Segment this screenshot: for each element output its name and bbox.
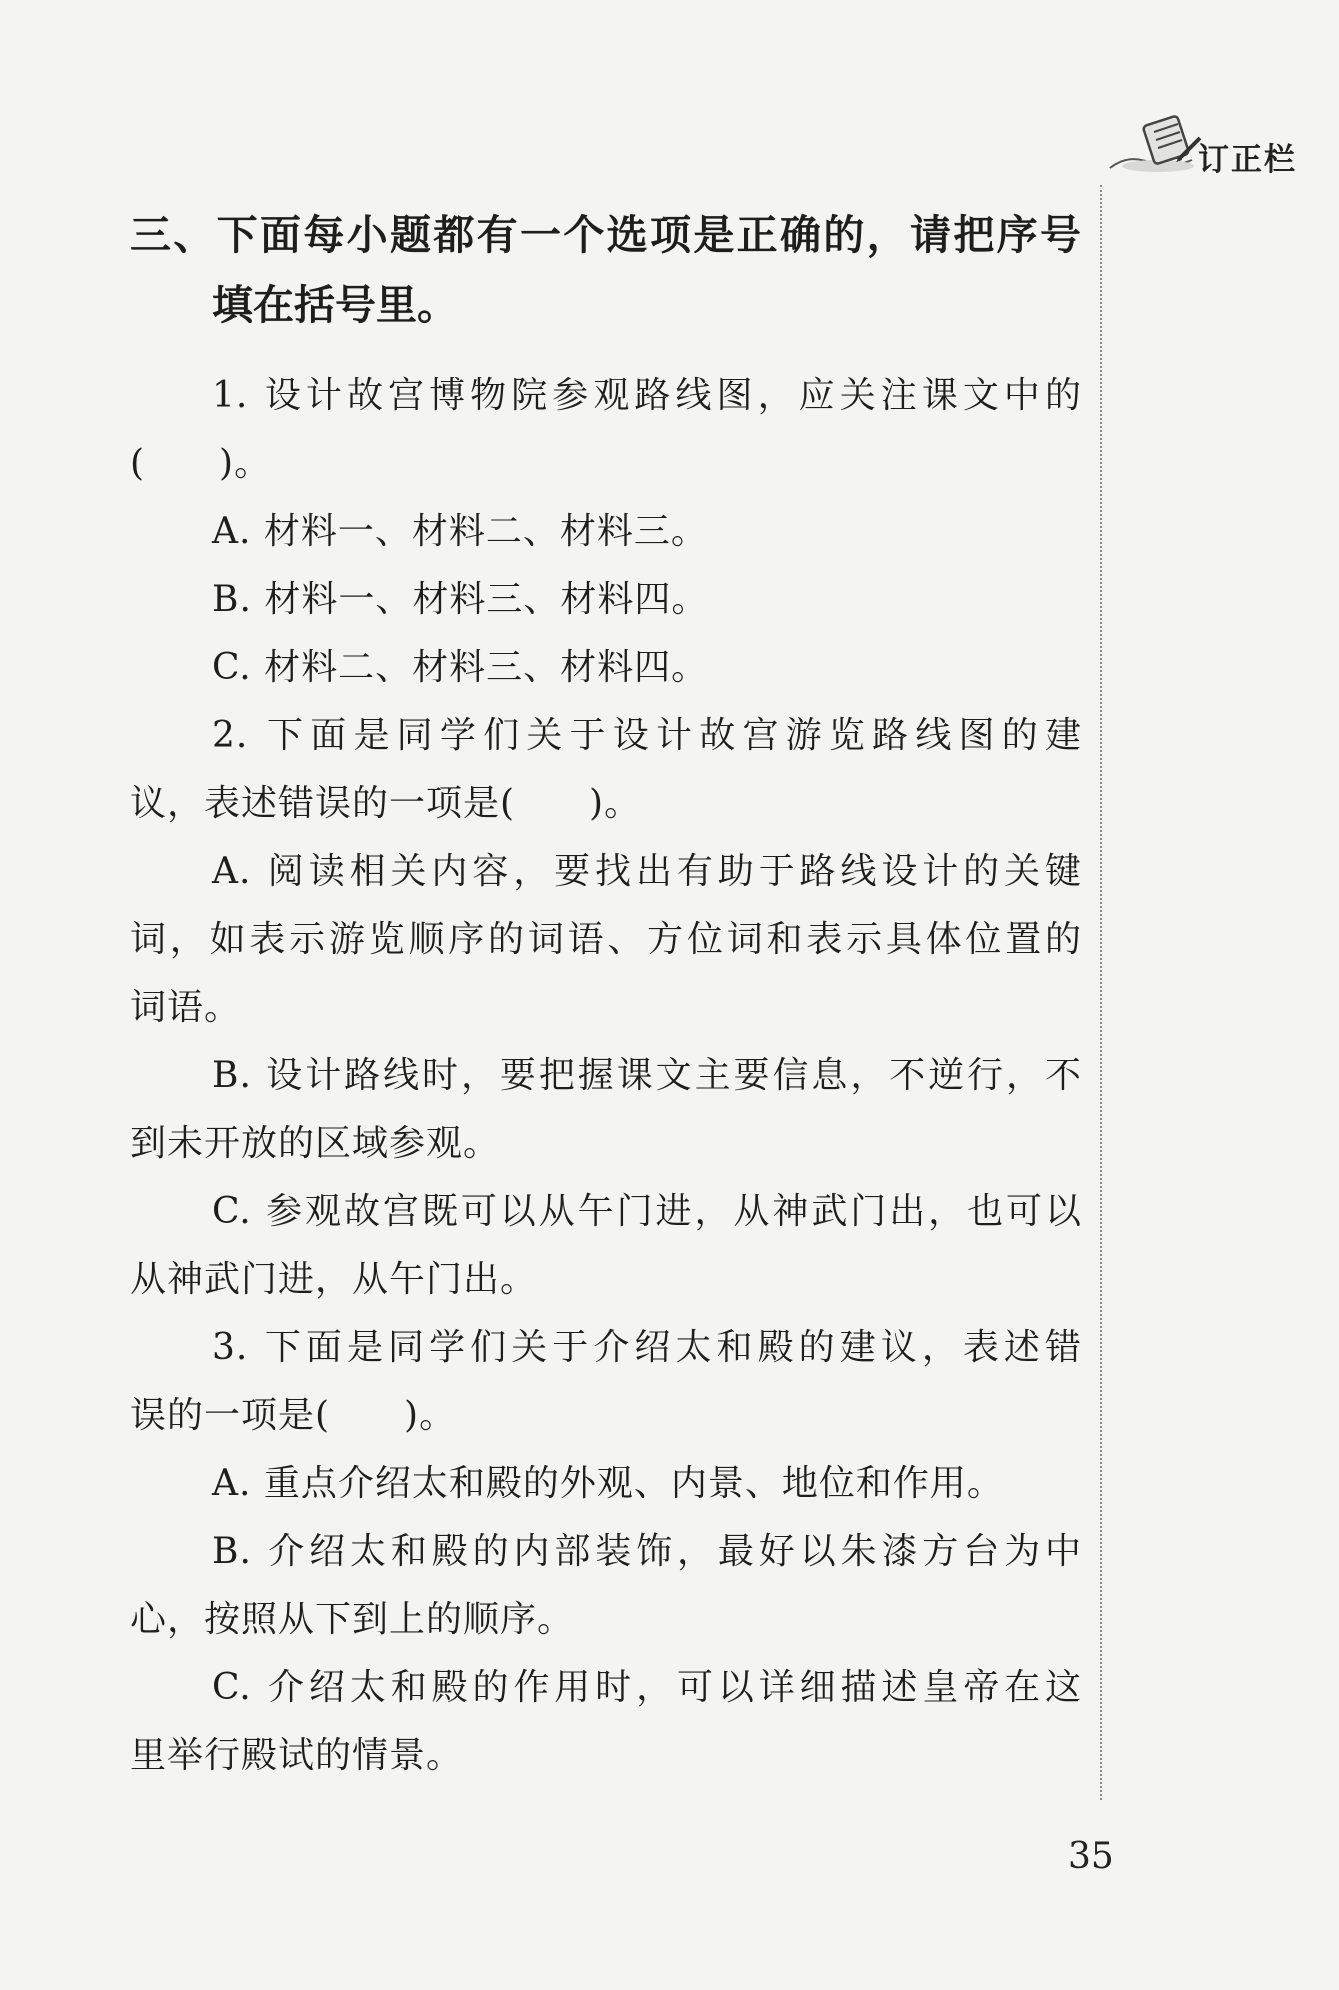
question-1-blank: ( )。 bbox=[130, 443, 272, 484]
question-2-option-c: C. 参观故宫既可以从午门进，从神武门出，也可以 bbox=[212, 1191, 1082, 1232]
question-2-option-a: A. 阅读相关内容，要找出有助于路线设计的关键 bbox=[212, 851, 1082, 892]
question-3-option-c-cont: 里举行殿试的情景。 bbox=[130, 1735, 464, 1776]
question-3-option-b-cont: 心，按照从下到上的顺序。 bbox=[130, 1599, 575, 1640]
question-3-stem-cont: 误的一项是( )。 bbox=[130, 1395, 457, 1436]
question-2-stem-cont: 议，表述错误的一项是( )。 bbox=[130, 783, 642, 824]
notebook-pencil-icon bbox=[1108, 110, 1208, 180]
question-3-stem: 3. 下面是同学们关于介绍太和殿的建议，表述错 bbox=[212, 1327, 1082, 1368]
question-1-stem: 1. 设计故宫博物院参观路线图，应关注课文中的 bbox=[212, 375, 1082, 416]
question-1-option-b: B. 材料一、材料三、材料四。 bbox=[212, 579, 709, 620]
question-section bbox=[130, 200, 1082, 1790]
question-3-option-c: C. 介绍太和殿的作用时，可以详细描述皇帝在这 bbox=[212, 1667, 1082, 1708]
page-number: 35 bbox=[1068, 1836, 1114, 1877]
question-3-option-b: B. 介绍太和殿的内部装饰，最好以朱漆方台为中 bbox=[212, 1531, 1082, 1572]
correction-divider bbox=[1100, 185, 1102, 1800]
section-title-continued: 填在括号里。 bbox=[212, 281, 458, 329]
question-1-option-a: A. 材料一、材料二、材料三。 bbox=[212, 511, 708, 552]
question-2-option-c-cont: 从神武门进，从午门出。 bbox=[130, 1259, 538, 1300]
question-2-option-b-cont: 到未开放的区域参观。 bbox=[130, 1123, 501, 1164]
question-2-option-a-end: 词语。 bbox=[130, 987, 242, 1028]
correction-column-label: 订正栏 bbox=[1198, 142, 1297, 178]
question-2-option-b: B. 设计路线时，要把握课文主要信息，不逆行，不 bbox=[212, 1055, 1082, 1096]
question-2-stem: 2. 下面是同学们关于设计故宫游览路线图的建 bbox=[212, 715, 1082, 756]
question-1-option-c: C. 材料二、材料三、材料四。 bbox=[212, 647, 709, 688]
question-3-option-a: A. 重点介绍太和殿的外观、内景、地位和作用。 bbox=[212, 1463, 1004, 1504]
question-2-option-a-cont: 词，如表示游览顺序的词语、方位词和表示具体位置的 bbox=[130, 919, 1082, 960]
section-title: 三、下面每小题都有一个选项是正确的，请把序号 bbox=[130, 211, 1082, 259]
correction-column-header bbox=[1108, 110, 1308, 180]
